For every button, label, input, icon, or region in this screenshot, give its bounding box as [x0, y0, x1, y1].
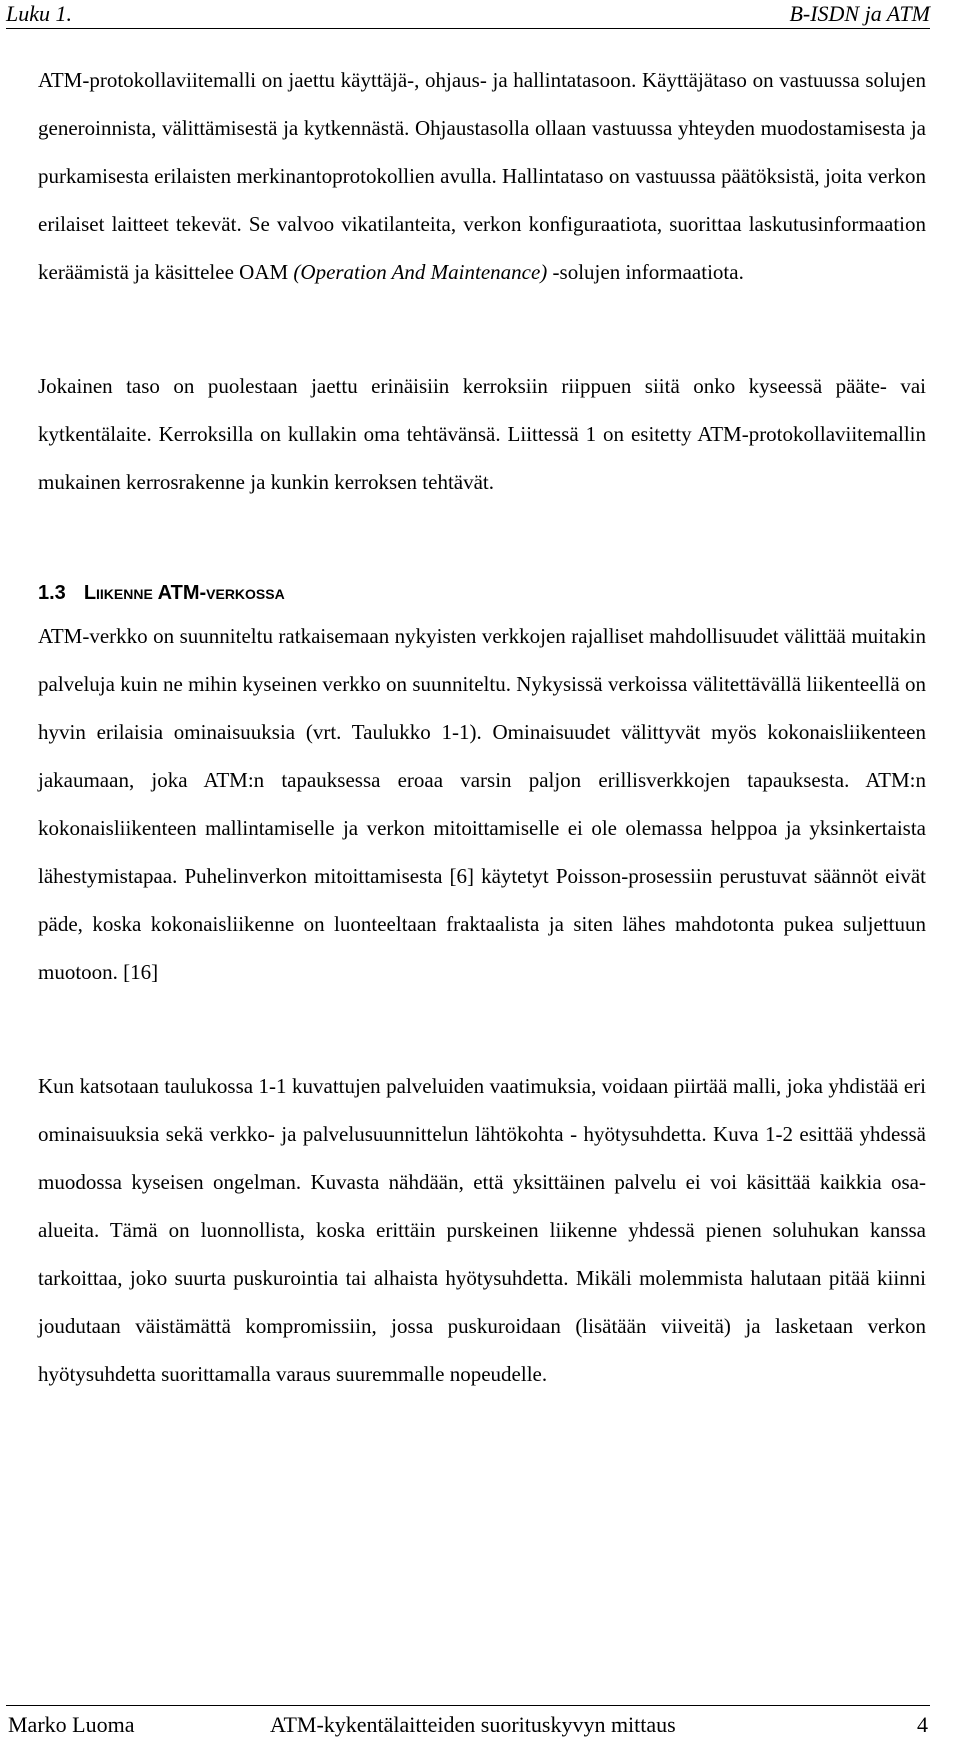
- footer-author: Marko Luoma: [8, 1712, 135, 1737]
- paragraph-text: [38, 56, 926, 296]
- paragraph-service-requirements: [38, 1062, 926, 1398]
- paragraph-text-part: -solujen informaatiota.: [547, 260, 744, 284]
- page-footer: [6, 1705, 930, 1744]
- footer-document-title: ATM-kykentälaitteiden suorituskyvyn mittaus: [270, 1712, 676, 1737]
- section-title-part: ATM-: [152, 582, 207, 604]
- section-title: [38, 574, 926, 610]
- oam-expansion: (Operation And Maintenance): [293, 260, 548, 284]
- section-title-part: VERKOSSA: [206, 586, 285, 602]
- chapter-label: Luku 1.: [6, 1, 72, 26]
- chapter-title: B-ISDN ja ATM: [789, 1, 930, 26]
- section-number: 1.3: [38, 582, 66, 604]
- paragraph-text: Jokainen taso on puolestaan jaettu erinäisiin kerroksiin riippuen siitä onko kyseessä pääte- vai kytkentälaite. Kerroksilla on kullakin oma tehtävänsä. Liittessä 1 on esitetty ATM-protokollaviitemallin mukainen kerrosrakenne ja kunkin kerroksen tehtävät.: [38, 374, 926, 494]
- paragraph-text-part: ATM-protokollaviitemalli on jaettu käyttäjä-, ohjaus- ja hallintatasoon. Käyttäjätaso on vastuussa solujen generoinnista, välittämisestä ja kytkennästä. Ohjaustasolla ollaan vastuussa yhteyden muodostamisesta ja purkamisesta erilaisten merkinantoprotokollien avulla. Hallintataso on vastuussa päätöksistä, joita verkon erilaiset laitteet tekevät. Se valvoo vikatilanteita, verkon konfiguraatiota, suorittaa laskutusinformaation keräämistä ja käsittelee OAM: [38, 68, 926, 284]
- paragraph-text: ATM-verkko on suunniteltu ratkaisemaan nykyisten verkkojen rajalliset mahdollisuudet välittää muitakin palveluja kuin ne mihin kyseinen verkko on suunniteltu. Nykysissä verkoissa välitettävällä liikenteellä on hyvin erilaisia ominaisuuksia (vrt. Taulukko 1-1). Ominaisuudet välittyvät myös kokonaisliikenteen jakaumaan, joka ATM:n tapauksessa eroaa varsin paljon erillisverkkojen tapauksesta. ATM:n kokonaisliikenteen mallintamiselle ja verkon mitoittamiselle ei ole olemassa helppoa ja yksinkertaista lähestymistapaa. Puhelinverkon mitoittamisesta [6] käytetyt Poisson-prosessiin perustuvat säännöt eivät päde, koska kokonaisliikenne on luonteeltaan fraktaalista ja siten lähes mahdotonta pukea suljettuun muotoon. [16]: [38, 624, 926, 984]
- page-header: [6, 0, 930, 29]
- paragraph-text: Kun katsotaan taulukossa 1-1 kuvattujen palveluiden vaatimuksia, voidaan piirtää malli, joka yhdistää eri ominaisuuksia sekä verkko- ja palvelusuunnittelun lähtökohta - hyötysuhdetta. Kuva 1-2 esittää yhdessä muodossa kyseisen ongelman. Kuvasta nähdään, että yksittäinen palvelu ei voi käsittää kaikkia osa-alueita. Tämä on luonnollista, koska erittäin purskeinen liikenne yhdessä pienen soluhukan kanssa tarkoittaa, joko suurta puskurointia tai alhaista hyötysuhdetta. Mikäli molemmista halutaan pitää kiinni joudutaan väistämättä kompromissiin, jossa puskuroidaan (lisätään viiveitä) ja lasketaan verkon hyötysuhdetta suorittamalla varaus suuremmalle nopeudelle.: [38, 1074, 926, 1386]
- paragraph-atm-network: [38, 612, 926, 996]
- paragraph-protocol-model: [38, 56, 926, 296]
- page-number: 4: [917, 1712, 928, 1737]
- section-title-part: L: [83, 582, 97, 604]
- section-heading: [38, 574, 926, 610]
- section-title-part: IIKENNE: [96, 586, 153, 602]
- paragraph-layers: [38, 362, 926, 506]
